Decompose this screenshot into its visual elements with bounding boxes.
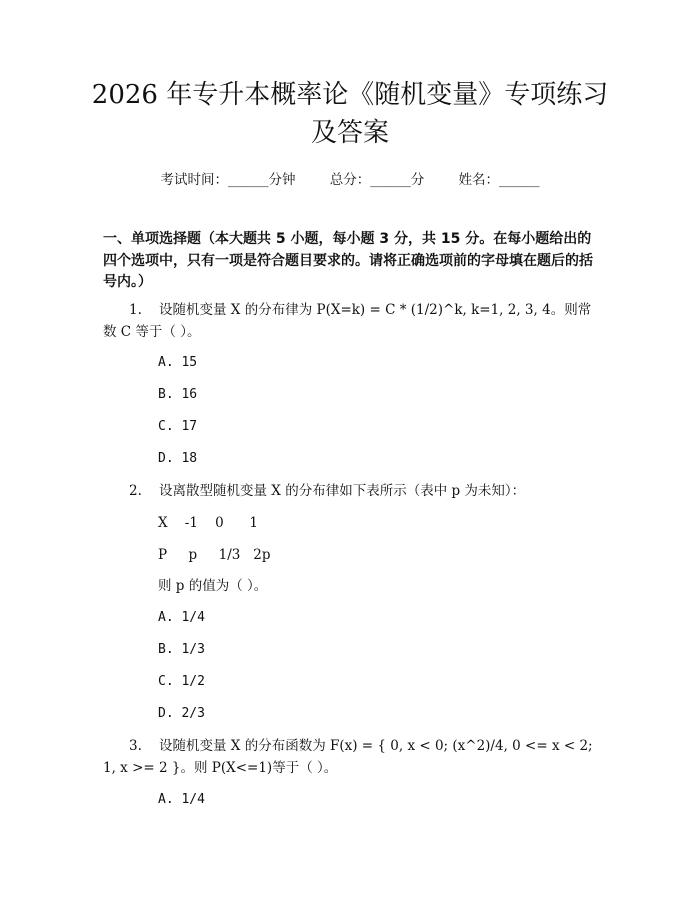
option-a: A. 1/4 xyxy=(158,610,205,625)
question-text: 设离散型随机变量 X 的分布律如下表所示（表中 p 为未知）： xyxy=(159,483,526,499)
option-b: B. 1/3 xyxy=(158,642,205,657)
title-line-1: 2026 年专升本概率论《随机变量》专项练习 xyxy=(91,80,609,110)
option-c: C. 1/2 xyxy=(158,674,205,689)
question-number: 2. xyxy=(129,483,142,499)
option-d: D. 18 xyxy=(158,451,198,466)
exam-name-field: 姓名：______ xyxy=(458,172,540,188)
exam-score-field: 总分：______分 xyxy=(329,172,425,188)
question-text: 设随机变量 X 的分布律为 P(X=k) = C * (1/2)^k, k=1, 2, 3, 4。则常数 C 等于（ ）。 xyxy=(103,302,592,340)
distribution-table-row-p: P p 1/3 2p xyxy=(158,547,271,563)
option-d: D. 2/3 xyxy=(158,706,205,721)
section-heading: 一、单项选择题（本大题共 5 小题，每小题 3 分，共 15 分。在每小题给出的四个选项中，只有一项是符合题目要求的。请将正确选项前的字母填在题后的括号内。） xyxy=(103,231,593,290)
question-2 xyxy=(103,481,601,503)
option-b: B. 16 xyxy=(158,387,198,402)
question-3 xyxy=(103,736,601,779)
question-number: 3. xyxy=(129,738,142,754)
question-prompt: 则 p 的值为（ ）。 xyxy=(158,578,268,594)
option-c: C. 17 xyxy=(158,419,198,434)
option-a: A. 1/4 xyxy=(158,792,205,807)
exam-meta xyxy=(0,170,700,190)
title-line-2: 及答案 xyxy=(310,118,389,148)
distribution-table-row-x: X -1 0 1 xyxy=(158,515,259,531)
option-a: A. 15 xyxy=(158,355,198,370)
question-1 xyxy=(103,300,601,343)
question-text: 设随机变量 X 的分布函数为 F(x) = { 0, x < 0; (x^2)/4, 0 <= x < 2; 1, x >= 2 }。则 P(X<=1)等于（ ）。 xyxy=(103,738,593,776)
document-title xyxy=(60,76,640,152)
question-number: 1. xyxy=(129,302,142,318)
exam-time-field: 考试时间：______分钟 xyxy=(160,172,296,188)
